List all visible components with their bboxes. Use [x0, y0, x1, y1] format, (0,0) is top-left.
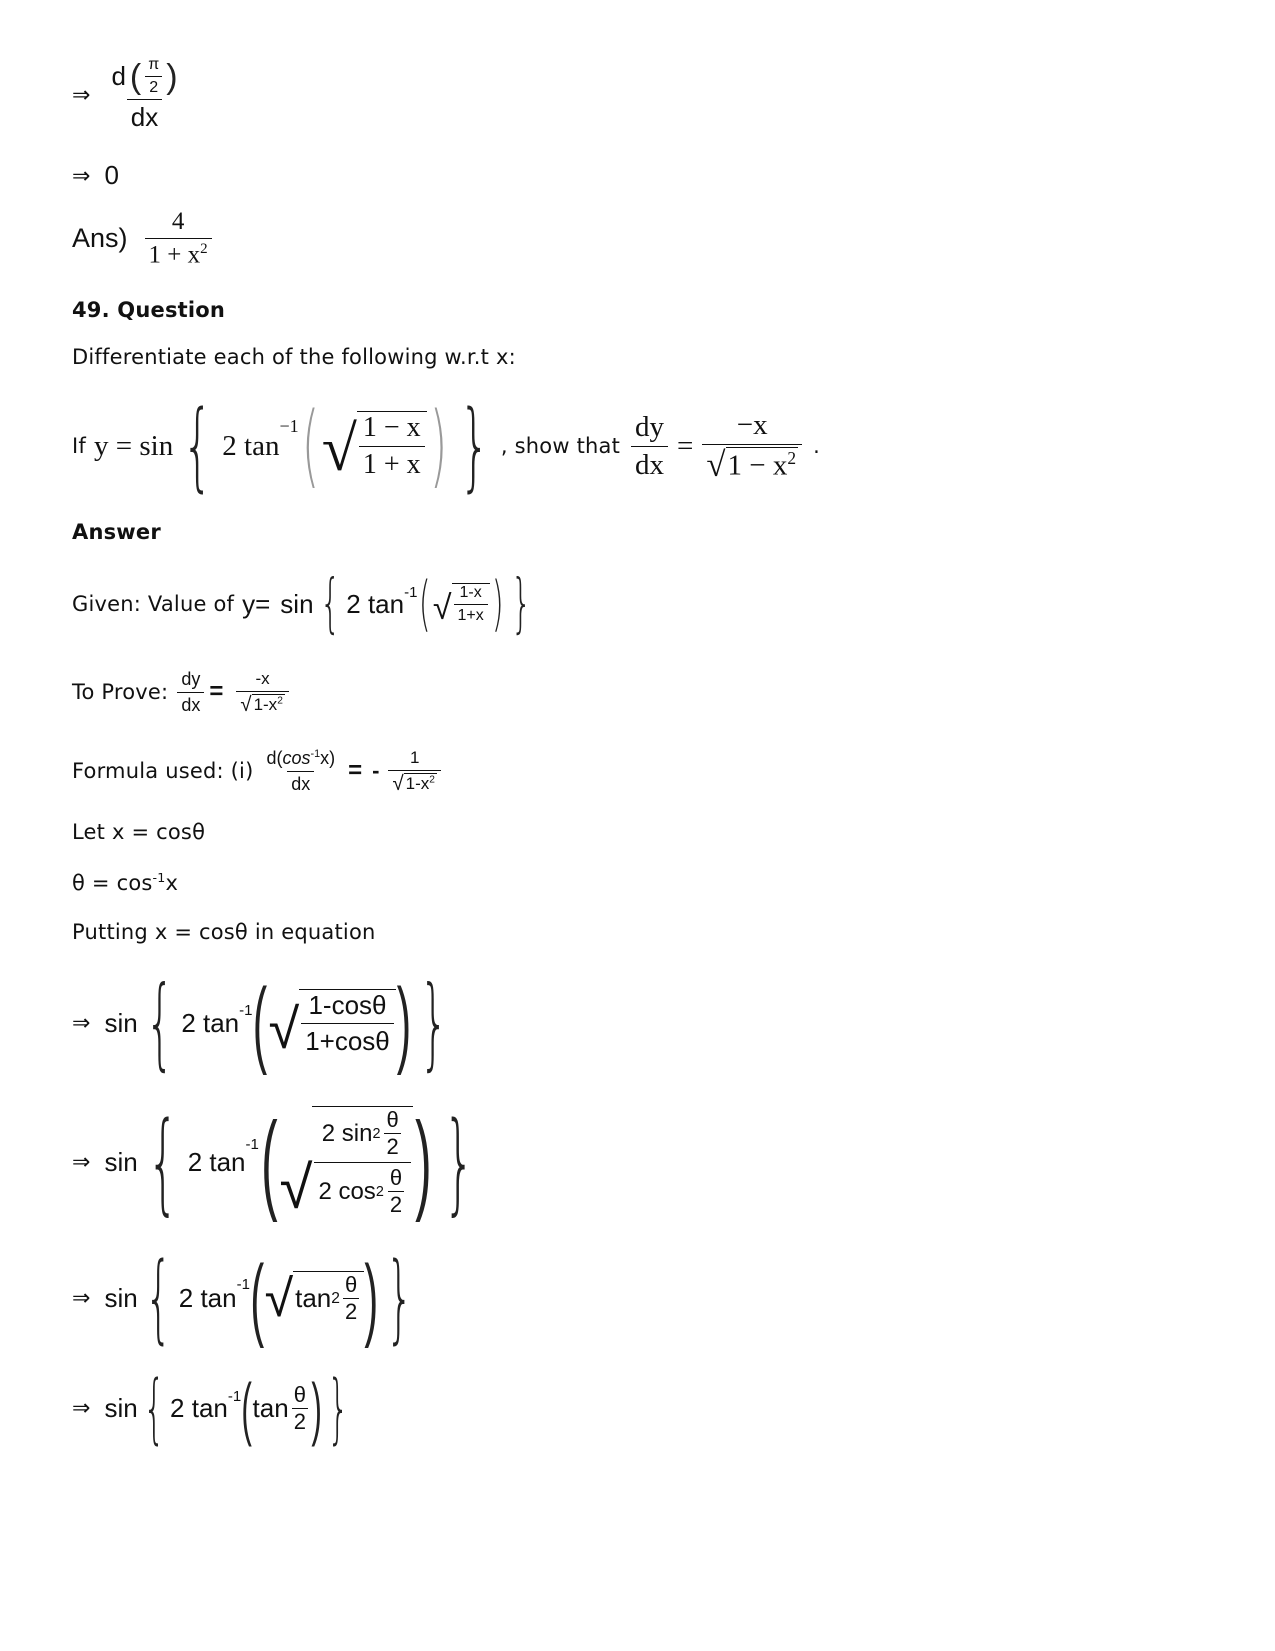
- radical: √ $\frac{1 - x}{1 + x}$: [322, 411, 427, 481]
- derivative-fraction: d ( $\frac{\pi}{2}$ ) dx: [111, 56, 178, 132]
- question-instruction: Differentiate each of the following w.r.t x:: [72, 345, 516, 369]
- step-1: ⇒ sin { 2 tan -1 ( √ $\frac{1-\cos\theta}{1+\cos\theta}$ ) }: [72, 964, 448, 1081]
- given-line: Given: Value of y= sin { 2 tan -1 ( √ $\frac{1-x}{1+x}$ ) }: [72, 567, 532, 641]
- implies-arrow: ⇒: [72, 1149, 91, 1174]
- result-fraction: −x √ $1 - x^2$: [702, 409, 802, 483]
- implies-arrow: ⇒: [72, 1395, 91, 1420]
- formula-line: Formula used: (i) $\frac{d(\cos^{-1}x)}{dx}$ = - 1 √ $1-x^2$: [72, 740, 444, 802]
- step-derivative-constant: [72, 56, 185, 133]
- answer-heading: Answer: [72, 520, 161, 544]
- step-4: ⇒ sin { 2 tan -1 ( tan $\frac{\theta}{2}$ ) }: [72, 1363, 350, 1452]
- question-statement: If y = sin { 2 tan −1 ( √ $\frac{1 - x}{1 + x}$ ) } , show that $\frac{dy}{dx}$ = −x √ $1 - x^2$ .: [72, 390, 820, 502]
- dy-dx: $\frac{dy}{dx}$: [631, 411, 668, 482]
- step-2: ⇒ sin { 2 tan -1 ( √ 2 sin 2 $\frac{\theta}{2}$ 2 cos 2 $\frac{\theta}{2}$ ) }: [72, 1098, 475, 1226]
- step-3: ⇒ sin { 2 tan -1 ( √ tan 2 $\frac{\theta}{2}$ ) }: [72, 1242, 414, 1354]
- answer-fraction: $\frac{4}{1 + x^2}$: [145, 208, 212, 269]
- putting-line: Putting x = cosθ in equation: [72, 920, 376, 944]
- to-prove-line: To Prove: $\frac{dy}{dx}$ = -x √ $1-x^2$: [72, 662, 292, 722]
- pi-over-two: $\frac{\pi}{2}$: [144, 56, 163, 97]
- implies-arrow: ⇒: [72, 162, 91, 188]
- let-line: Let x = cosθ: [72, 820, 206, 844]
- step-zero: ⇒ 0: [72, 160, 119, 190]
- implies-arrow: ⇒: [72, 1010, 91, 1035]
- previous-answer: Ans) $\frac{4}{1 + x^2}$: [72, 208, 215, 269]
- theta-line: $\theta = \cos^{-1}x$: [72, 870, 179, 895]
- implies-arrow: ⇒: [72, 81, 91, 107]
- question-heading: 49. Question: [72, 298, 226, 322]
- implies-arrow: ⇒: [72, 1285, 91, 1310]
